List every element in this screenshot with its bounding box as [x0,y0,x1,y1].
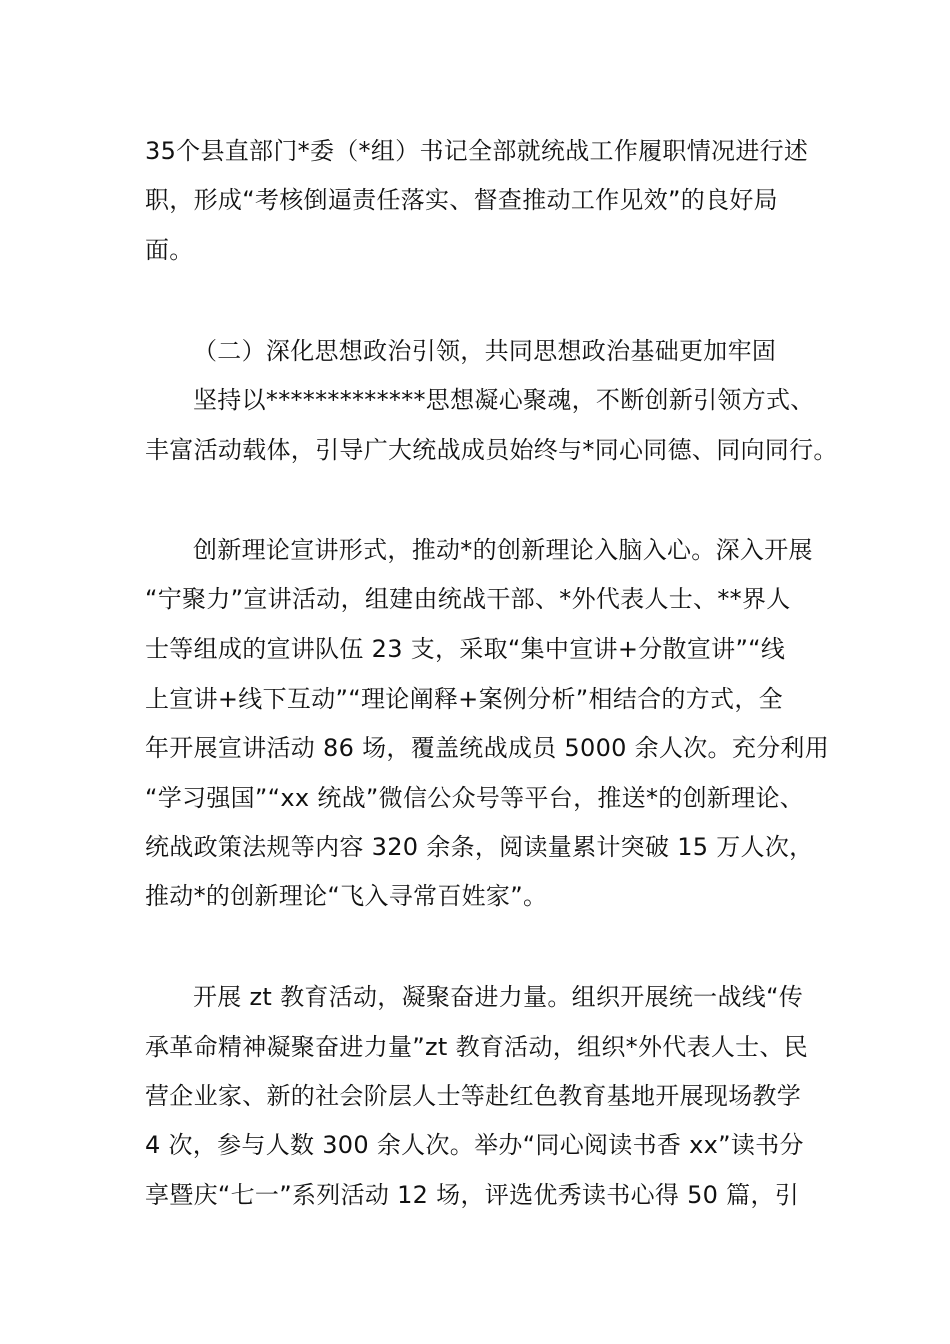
text-line: 享暨庆“七一”系列活动 12 场，评选优秀读书心得 50 篇，引 [145,1181,800,1209]
text-line: 职，形成“考核倒逼责任落实、督查推动工作见效”的良好局 [145,186,778,214]
text-line: 营企业家、新的社会阶层人士等赴红色教育基地开展现场教学 [145,1082,802,1110]
text-line: 开展 zt 教育活动，凝聚奋进力量。组织开展统一战线“传 [193,983,804,1011]
section-heading: （二）深化思想政治引领，共同思想政治基础更加牢固 [193,337,777,365]
text-line: 丰富活动载体，引导广大统战成员始终与*同心同德、同向同行。 [145,436,838,464]
text-line: 承革命精神凝聚奋进力量”zt 教育活动，组织*外代表人士、民 [145,1033,809,1061]
text-line: 创新理论宣讲形式，推动*的创新理论入脑入心。深入开展 [193,536,813,564]
text-line: 面。 [145,236,194,264]
text-line: “学习强国”“xx 统战”微信公众号等平台，推送*的创新理论、 [145,784,805,812]
text-line: 上宣讲+线下互动”“理论阐释+案例分析”相结合的方式，全 [145,685,783,713]
text-line: 4 次，参与人数 300 余人次。举办“同心阅读书香 xx”读书分 [145,1131,804,1159]
text-line: “宁聚力”宣讲活动，组建由统战干部、*外代表人士、**界人 [145,585,791,613]
text-line: 推动*的创新理论“飞入寻常百姓家”。 [145,882,548,910]
text-line: 35个县直部门*委（*组）书记全部就统战工作履职情况进行述 [145,137,809,165]
text-line: 统战政策法规等内容 320 余条，阅读量累计突破 15 万人次， [145,833,814,861]
text-line: 坚持以*************思想凝心聚魂，不断创新引领方式、 [193,386,815,414]
text-line: 年开展宣讲活动 86 场，覆盖统战成员 5000 余人次。充分利用 [145,734,830,762]
text-line: 士等组成的宣讲队伍 23 支，采取“集中宣讲+分散宣讲”“线 [145,635,786,663]
